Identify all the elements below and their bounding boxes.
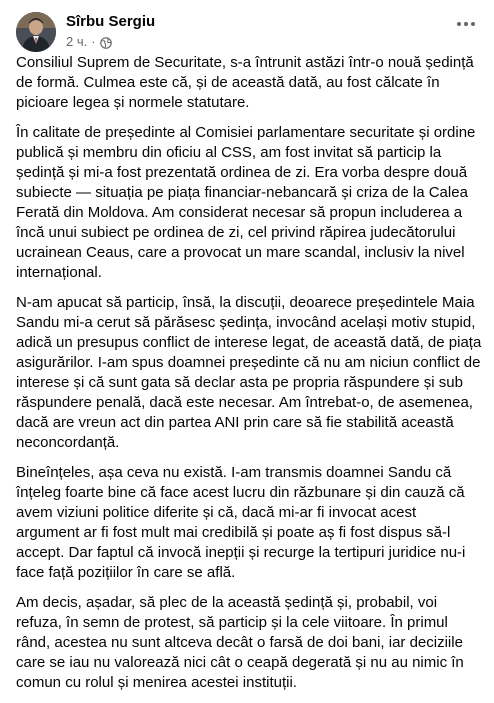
author-name[interactable]: Sîrbu Sergiu	[66, 13, 156, 30]
meta-separator: ·	[91, 34, 96, 49]
globe-icon	[100, 36, 112, 48]
post-paragraph: Consiliul Suprem de Securitate, s-a întrunit astăzi într-o nouă ședință de formă. Culmea este că, și de această dată, au fost călcate în picioare legea și normele statutare.	[16, 54, 474, 111]
post-body	[16, 53, 482, 703]
more-options-icon[interactable]	[454, 14, 478, 34]
avatar-image	[16, 12, 56, 52]
post-paragraph: N-am apucat să particip, însă, la discuții, deoarece președintele Maia Sandu mi-a cerut să părăsesc ședința, invocând același motiv stupid, adică un presupus conflict de interese legat, de această dată, de piața asigurărilor. I-am spus doamnei președinte că nu am niciun conflict de interese și că sunt gata să declar asta pe propria răspundere și sub răspundere penală, dacă este necesar. Am întrebat-o, de asemenea, dacă are vreun act din partea ANI prin care să fie stabilită această neconcordanță.	[16, 294, 482, 451]
post-timestamp[interactable]: 2 ч.	[66, 34, 88, 49]
post-meta	[66, 33, 112, 51]
post-header	[16, 10, 478, 52]
author-avatar[interactable]	[16, 12, 56, 52]
post-paragraph: Am decis, așadar, să plec de la această ședință și, probabil, voi refuza, în semn de protest, să particip și la cele viitoare. În primul rând, acestea nu sunt altceva decât o farsă de doi bani, iar deciziile care se iau nu valorează nici cât o ceapă degerată și nu au nimic în comun cu rolul și menirea acestei instituții.	[16, 594, 464, 691]
post-paragraph: În calitate de președinte al Comisiei parlamentare securitate și ordine publică și membru din oficiu al CSS, am fost invitat să particip la ședință și mi-a fost prezentată ordinea de zi. Era vorba despre două subiecte — situația pe piața financiar-nebancară și criza de la Calea Ferată din Moldova. Am considerat necesar să propun includerea a încă unui subiect pe ordinea de zi, cel privind răpirea judecătorului ucrainean Ceaus, care a provocat un mare scandal, inclusiv la nivel internațional.	[16, 124, 476, 281]
post-paragraph: Bineînțeles, așa ceva nu există. I-am transmis doamnei Sandu că înțeleg foarte bine că face acest lucru din răzbunare și din cauză că avem viziuni politice diferite și că, dacă mi-ar fi invocat acest argument ar fi fost mult mai credibilă și poate aș fi fost dispus să-l accept. Dar faptul că invocă inepții și recurge la tertipuri juridice nu-i face față pozițiilor în care se află.	[16, 464, 466, 581]
